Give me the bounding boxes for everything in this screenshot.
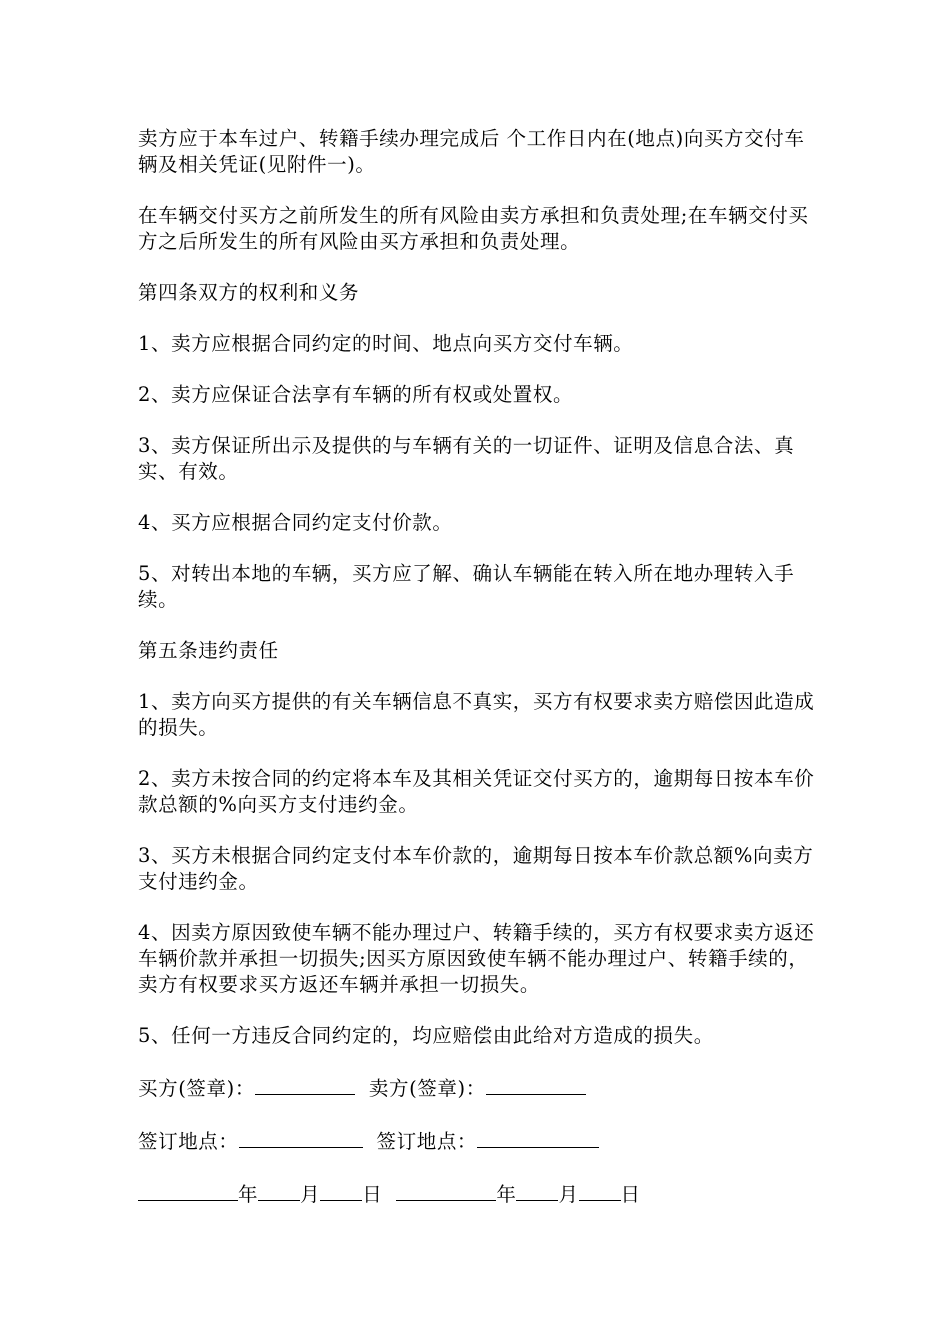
delivery-clause: 卖方应于本车过户、转籍手续办理完成后 个工作日内在(地点)向买方交付车辆及相关凭证(见附件一)。 xyxy=(138,127,805,176)
signing-place-blank[interactable] xyxy=(239,1127,363,1148)
buyer-signature-blank[interactable] xyxy=(255,1074,355,1095)
day-blank[interactable] xyxy=(579,1180,621,1201)
article-4-item: 4、买方应根据合同约定支付价款。 xyxy=(138,511,453,534)
month-blank[interactable] xyxy=(258,1180,300,1201)
article-4-title: 第四条双方的权利和义务 xyxy=(138,281,360,304)
contract-page xyxy=(138,126,818,1233)
day-label: 日 xyxy=(362,1183,383,1206)
day-blank[interactable] xyxy=(320,1180,362,1201)
article-5-item: 3、买方未根据合同约定支付本车价款的，逾期每日按本车价款总额%向卖方支付违约金。 xyxy=(138,844,814,893)
article-4-item: 1、卖方应根据合同约定的时间、地点向买方交付车辆。 xyxy=(138,332,634,355)
article-4-item: 3、卖方保证所出示及提供的与车辆有关的一切证件、证明及信息合法、真实、有效。 xyxy=(138,434,795,483)
year-blank[interactable] xyxy=(138,1180,238,1201)
year-label: 年 xyxy=(238,1183,259,1206)
article-5-item: 4、因卖方原因致使车辆不能办理过户、转籍手续的，买方有权要求卖方返还车辆价款并承担一切损失;因买方原因致使车辆不能办理过户、转籍手续的，卖方有权要求买方返还车辆并承担一切损失。 xyxy=(138,921,815,996)
seller-signature-label: 卖方(签章)： xyxy=(368,1077,486,1100)
signing-place-label: 签订地点： xyxy=(138,1130,239,1153)
signing-place-row xyxy=(138,1127,818,1155)
article-5-item: 5、任何一方违反合同约定的，均应赔偿由此给对方造成的损失。 xyxy=(138,1024,714,1047)
article-5-item: 2、卖方未按合同的约定将本车及其相关凭证交付买方的，逾期每日按本车价款总额的%向买方支付违约金。 xyxy=(138,767,815,816)
article-5-item: 1、卖方向买方提供的有关车辆信息不真实，买方有权要求卖方赔偿因此造成的损失。 xyxy=(138,690,815,739)
signature-row xyxy=(138,1074,818,1102)
article-5-title: 第五条违约责任 xyxy=(138,639,279,662)
signing-date-row xyxy=(138,1180,818,1208)
day-label: 日 xyxy=(620,1183,641,1206)
month-label: 月 xyxy=(558,1183,579,1206)
year-label: 年 xyxy=(496,1183,517,1206)
seller-signature-blank[interactable] xyxy=(486,1074,586,1095)
buyer-signature-label: 买方(签章)： xyxy=(138,1077,255,1100)
month-blank[interactable] xyxy=(516,1180,558,1201)
article-4-item: 2、卖方应保证合法享有车辆的所有权或处置权。 xyxy=(138,383,574,406)
month-label: 月 xyxy=(300,1183,321,1206)
signing-place-blank[interactable] xyxy=(477,1127,599,1148)
risk-clause: 在车辆交付买方之前所发生的所有风险由卖方承担和负责处理;在车辆交付买方之后所发生的所有风险由买方承担和负责处理。 xyxy=(138,204,809,253)
year-blank[interactable] xyxy=(396,1180,496,1201)
article-4-item: 5、对转出本地的车辆，买方应了解、确认车辆能在转入所在地办理转入手续。 xyxy=(138,562,795,611)
signing-place-label: 签订地点： xyxy=(376,1130,478,1153)
